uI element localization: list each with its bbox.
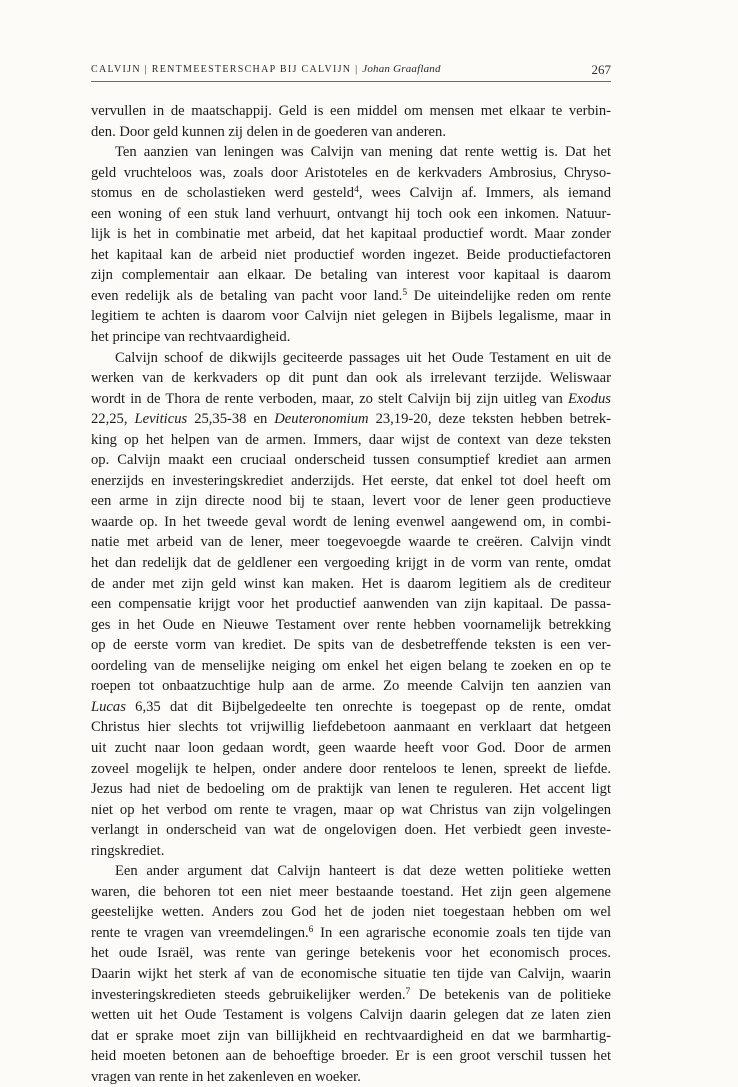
text-run: 23,19-20, deze teksten hebben betrek-	[375, 411, 611, 428]
text-line: verlangt in onderscheid van wat de ongelovigen doen. Het verbiedt geen investe-	[91, 822, 611, 839]
text-line: ges in het Oude en Nieuwe Testament over rente hebben voornamelijk betrekking	[91, 616, 611, 633]
text-line: een compensatie krijgt voor het productief aanwenden van zijn kapitaal. De passa-	[91, 596, 611, 613]
text-line	[91, 183, 611, 204]
paragraph-2	[91, 142, 611, 347]
text-line: het oude Israël, was rente van geringe betekenis voor het economisch proces.	[91, 945, 611, 962]
running-head	[91, 63, 441, 75]
text-line: Ten aanzien van leningen was Calvijn van mening dat rente wettig is. Dat het	[115, 144, 611, 161]
text-line: een arme in zijn directe nood bij te staan, levert voor de lener geen productieve	[91, 493, 611, 510]
text-line: niet op het verbod om rente te vragen, maar op wat Christus van zijn volgelingen	[91, 801, 611, 818]
text-line	[91, 389, 611, 410]
body-text	[91, 101, 611, 1087]
text-line: Christus hier slechts tot vrijwillig liefdebetoon aanmaant en verklaart dat hetgeen	[91, 719, 611, 736]
text-line	[91, 697, 611, 718]
scripture-ref: Deuteronomium	[274, 411, 369, 428]
text-line: zoveel mogelijk te helpen, onder andere door renteloos te lenen, spreekt de liefde.	[91, 760, 611, 777]
text-run: De uiteindelijke reden om rente	[407, 287, 611, 304]
page-header	[91, 62, 611, 80]
text-line: oordeling van de menselijke neiging om enkel het eigen belang te zoeken en op te	[91, 657, 611, 674]
text-line: dat er sprake moet zijn van billijkheid en rechtvaardigheid en dat we barmhartig-	[91, 1027, 611, 1044]
footnote-ref-6[interactable]: 6	[308, 924, 314, 935]
text-line: op. Calvijn maakt een cruciaal onderscheid tussen consumptief krediet aan armen	[91, 452, 611, 469]
running-head-title: CALVIJN | RENTMEESTERSCHAP BIJ CALVIJN |	[91, 64, 359, 75]
text-line: de ander met zijn geld winst kan maken. Het is daarom legitiem als de crediteur	[91, 575, 611, 592]
text-line	[91, 286, 611, 307]
text-run: 25,35-38 en	[194, 411, 268, 428]
paragraph-1	[91, 101, 611, 142]
text-line: wetten uit het Oude Testament is volgens Calvijn daarin gelegen dat ze laten zien	[91, 1007, 611, 1024]
text-line	[91, 923, 611, 944]
text-run: stomus en de scholastieken werd gesteld	[91, 185, 355, 202]
text-line: werken van de kerkvaders op dit punt dan ook als irrelevant terzijde. Weliswaar	[91, 370, 611, 387]
text-line: roepen tot onbaatzuchtige hulp aan de arme. Zo meende Calvijn ten aanzien van	[91, 678, 611, 695]
text-line: legitiem te achten is daarom voor Calvijn niet gelegen in Bijbels legalisme, maar in	[91, 308, 611, 325]
text-line: geestelijke wetten. Anders zou God het de joden niet toegestaan hebben om wel	[91, 904, 611, 921]
text-line: uit zucht naar loon gedaan wordt, geen waarde heeft voor God. Door de armen	[91, 739, 611, 756]
text-run: De betekenis van de politieke	[410, 986, 612, 1003]
scripture-ref: Lucas	[91, 698, 126, 715]
text-run: even redelijk als de betaling van pacht voor land.	[91, 287, 403, 304]
text-line: vervullen in de maatschappij. Geld is een middel om mensen met elkaar te verbin-	[91, 103, 611, 119]
header-rule	[91, 81, 611, 82]
text-run: 6,35 dat dit Bijbelgedeelte ten onrechte is toegepast op de rente, omdat	[135, 698, 611, 715]
text-line: het dan redelijk dat de geldlener een vergoeding krijgt in de vorm van rente, omdat	[91, 555, 611, 572]
scripture-ref: Leviticus	[134, 411, 188, 428]
text-run: rente te vragen van vreemdelingen.	[91, 924, 309, 941]
text-run: wordt in de Thora de rente verboden, maar, zo stelt Calvijn bij zijn uitleg van	[91, 390, 563, 407]
footnote-ref-5[interactable]: 5	[402, 287, 408, 298]
text-line: het principe van rechtvaardigheid.	[91, 329, 291, 346]
text-line	[91, 985, 611, 1006]
running-head-author: Johan Graafland	[362, 63, 441, 75]
footnote-ref-7[interactable]: 7	[405, 986, 411, 997]
paragraph-4	[91, 861, 611, 1087]
text-line: natie met arbeid van de lener, meer toegevoegde waarde te creëren. Calvijn vindt	[91, 534, 611, 551]
text-run: In een agrarische economie zoals ten tijde van	[313, 924, 611, 941]
text-line: heid moeten betonen aan de behoeftige broeder. Er is een groot verschil tussen het	[91, 1048, 611, 1065]
text-line: Jezus had niet de bedoeling om de praktijk van lenen te reguleren. Het accent ligt	[91, 781, 611, 798]
text-line: het kapitaal kan de arbeid niet productief worden ingezet. Beide productiefactoren	[91, 246, 611, 263]
scripture-ref: Exodus	[568, 390, 611, 407]
text-line: vragen van rente in het zakenleven en woeker.	[91, 1068, 361, 1085]
text-line: op de eerste vorm van krediet. De spits van de desbetreffende teksten is een ver-	[91, 637, 611, 654]
text-line: Een ander argument dat Calvijn hanteert is dat deze wetten politieke wetten	[115, 863, 611, 880]
page-number: 267	[591, 62, 611, 77]
text-line: waarde op. In het tweede geval wordt de lening evenwel aangewend om, in combi-	[91, 513, 611, 530]
text-line: lijk is het in combinatie met arbeid, dat het kapitaal productief wordt. Maar zonder	[91, 226, 611, 243]
text-run: investeringskredieten steeds gebruikelijker werden.	[91, 986, 406, 1003]
text-line: een woning of een stuk land verhuurt, ontvangt hij toch ook een inkomen. Natuur-	[91, 205, 611, 222]
footnote-ref-4[interactable]: 4	[354, 185, 359, 196]
text-line: Daarin wijkt het sterk af van de economische situatie ten tijde van Calvijn, waarin	[91, 965, 611, 982]
text-line: geld vruchteloos was, zoals door Aristoteles en de kerkvaders Ambrosius, Chryso-	[91, 164, 611, 181]
text-line: zijn complementair aan elkaar. De betaling van interest voor kapitaal is daarom	[91, 267, 611, 284]
text-line: den. Door geld kunnen zij delen in de goederen van anderen.	[91, 123, 446, 140]
text-line: Calvijn schoof de dikwijls geciteerde passages uit het Oude Testament en uit de	[115, 349, 611, 366]
text-line: king op het helpen van de armen. Immers, daar wijst de context van deze teksten	[91, 431, 611, 448]
text-line: enerzijds en investeringskrediet anderzijds. Het eerste, dat enkel tot doel heeft om	[91, 472, 611, 489]
text-run: 22,25,	[91, 411, 128, 428]
text-line	[91, 409, 611, 430]
text-run: , wees Calvijn af. Immers, als iemand	[358, 185, 612, 202]
paragraph-3	[91, 348, 611, 862]
text-line: ringskrediet.	[91, 842, 165, 859]
text-line: waren, die behoren tot een niet meer bestaande toestand. Het zijn geen algemene	[91, 883, 611, 900]
